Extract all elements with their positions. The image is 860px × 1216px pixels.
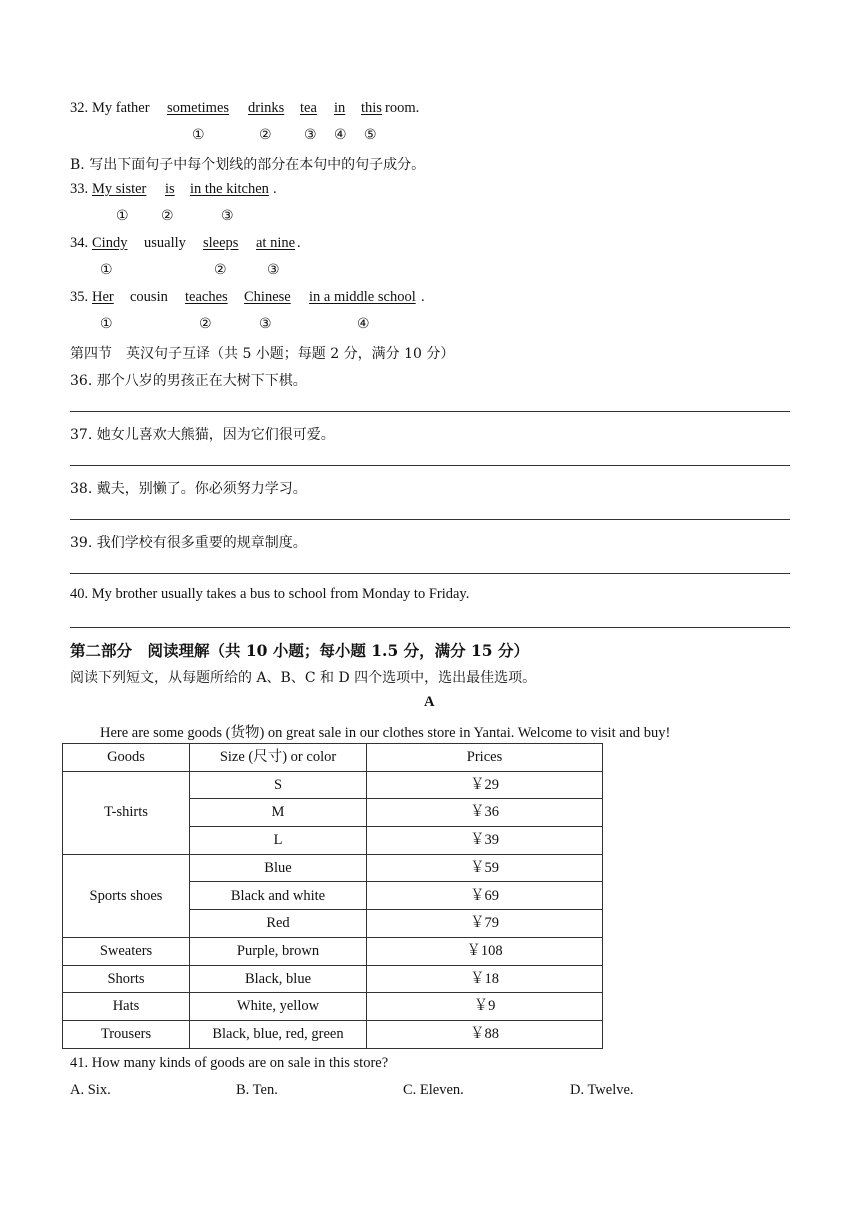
circled-number: ① — [100, 262, 113, 278]
underlined-word: sometimes — [167, 100, 230, 116]
table-row — [63, 854, 603, 882]
price-cell: ￥88 — [367, 1020, 603, 1048]
circled-number: ⑤ — [364, 127, 377, 143]
price-cell: ￥18 — [367, 965, 603, 993]
size-color-cell: Black, blue, red, green — [190, 1020, 367, 1048]
underlined-word: is — [165, 181, 175, 197]
table-row — [63, 937, 603, 965]
goods-cell: T-shirts — [63, 771, 190, 854]
underlined-word: My sister — [92, 181, 147, 197]
sentence-end: . — [297, 235, 301, 251]
size-color-cell: Black, blue — [190, 965, 367, 993]
goods-cell: Sweaters — [63, 937, 190, 965]
question-37: 37. 她女儿喜欢大熊猫，因为它们很可爱。 — [70, 427, 335, 443]
underlined-word: at nine — [256, 235, 296, 251]
size-color-cell: S — [190, 771, 367, 799]
underlined-word: in the kitchen — [190, 181, 269, 197]
question-number: 33. — [70, 181, 89, 197]
size-color-cell: L — [190, 827, 367, 855]
underlined-word: sleeps — [203, 235, 239, 251]
price-cell: ￥59 — [367, 854, 603, 882]
section-4-heading: 第四节 英汉句子互译（共 5 小题；每题 2 分，满分 10 分） — [70, 346, 455, 362]
question-number: 32. — [70, 100, 89, 116]
question-36: 36. 那个八岁的男孩正在大树下下棋。 — [70, 373, 307, 389]
underlined-word: in — [334, 100, 346, 116]
sentence-word: My father — [92, 100, 150, 116]
size-color-cell: M — [190, 799, 367, 827]
sentence-end: . — [421, 289, 425, 305]
underlined-word: in a middle school — [309, 289, 416, 305]
answer-line — [70, 465, 790, 466]
circled-number: ③ — [304, 127, 317, 143]
circled-number: ① — [116, 208, 129, 224]
part-2-heading: 第二部分 阅读理解（共 10 小题；每小题 1.5 分，满分 15 分） — [70, 641, 529, 660]
size-color-cell: Blue — [190, 854, 367, 882]
circled-number: ② — [259, 127, 272, 143]
question-41: 41. How many kinds of goods are on sale in this store? — [70, 1055, 389, 1071]
section-b-heading: B. 写出下面句子中每个划线的部分在本句中的句子成分。 — [70, 157, 426, 173]
underlined-word: Chinese — [244, 289, 291, 305]
passage-intro: Here are some goods (货物) on great sale in our clothes store in Yantai. Welcome to visit and buy! — [100, 725, 671, 741]
sentence-word: room. — [385, 100, 420, 116]
table-header-row — [63, 744, 603, 772]
sentence-word: cousin — [130, 289, 168, 305]
price-cell: ￥108 — [367, 937, 603, 965]
sentence-word: usually — [144, 235, 186, 251]
circled-number: ② — [161, 208, 174, 224]
column-header: Size (尺寸) or color — [190, 744, 367, 772]
question-38: 38. 戴夫，别懒了。你必须努力学习。 — [70, 481, 307, 497]
underlined-word: this — [361, 100, 382, 116]
size-color-cell: Black and white — [190, 882, 367, 910]
goods-price-table — [62, 743, 603, 1049]
circled-number: ① — [192, 127, 205, 143]
option-d: D. Twelve. — [570, 1082, 634, 1098]
price-cell: ￥39 — [367, 827, 603, 855]
goods-cell: Sports shoes — [63, 854, 190, 937]
price-cell: ￥79 — [367, 910, 603, 938]
answer-line — [70, 411, 790, 412]
price-cell: ￥29 — [367, 771, 603, 799]
sentence-end: . — [273, 181, 277, 197]
option-c: C. Eleven. — [403, 1082, 464, 1098]
circled-number: ④ — [357, 316, 370, 332]
table-row — [63, 1020, 603, 1048]
circled-number: ② — [199, 316, 212, 332]
column-header: Prices — [367, 744, 603, 772]
question-number: 35. — [70, 289, 89, 305]
column-header: Goods — [63, 744, 190, 772]
circled-number: ③ — [259, 316, 272, 332]
table-row — [63, 965, 603, 993]
part-2-instruction: 阅读下列短文，从每题所给的 A、B、C 和 D 四个选项中，选出最佳选项。 — [70, 670, 537, 686]
circled-number: ② — [214, 262, 227, 278]
goods-cell: Shorts — [63, 965, 190, 993]
circled-number: ③ — [221, 208, 234, 224]
size-color-cell: Purple, brown — [190, 937, 367, 965]
question-39: 39. 我们学校有很多重要的规章制度。 — [70, 535, 307, 551]
option-a: A. Six. — [70, 1082, 111, 1098]
underlined-word: drinks — [248, 100, 285, 116]
price-cell: ￥9 — [367, 993, 603, 1021]
answer-line — [70, 627, 790, 628]
question-number: 34. — [70, 235, 89, 251]
question-40: 40. My brother usually takes a bus to school from Monday to Friday. — [70, 586, 470, 602]
underlined-word: teaches — [185, 289, 228, 305]
underlined-word: Cindy — [92, 235, 128, 251]
circled-number: ③ — [267, 262, 280, 278]
circled-number: ① — [100, 316, 113, 332]
answer-line — [70, 519, 790, 520]
price-cell: ￥69 — [367, 882, 603, 910]
goods-cell: Trousers — [63, 1020, 190, 1048]
table-row — [63, 993, 603, 1021]
size-color-cell: White, yellow — [190, 993, 367, 1021]
table-row — [63, 771, 603, 799]
size-color-cell: Red — [190, 910, 367, 938]
goods-cell: Hats — [63, 993, 190, 1021]
passage-label: A — [424, 694, 435, 710]
circled-number: ④ — [334, 127, 347, 143]
answer-line — [70, 573, 790, 574]
underlined-word: tea — [300, 100, 317, 116]
price-cell: ￥36 — [367, 799, 603, 827]
underlined-word: Her — [92, 289, 114, 305]
option-b: B. Ten. — [236, 1082, 278, 1098]
